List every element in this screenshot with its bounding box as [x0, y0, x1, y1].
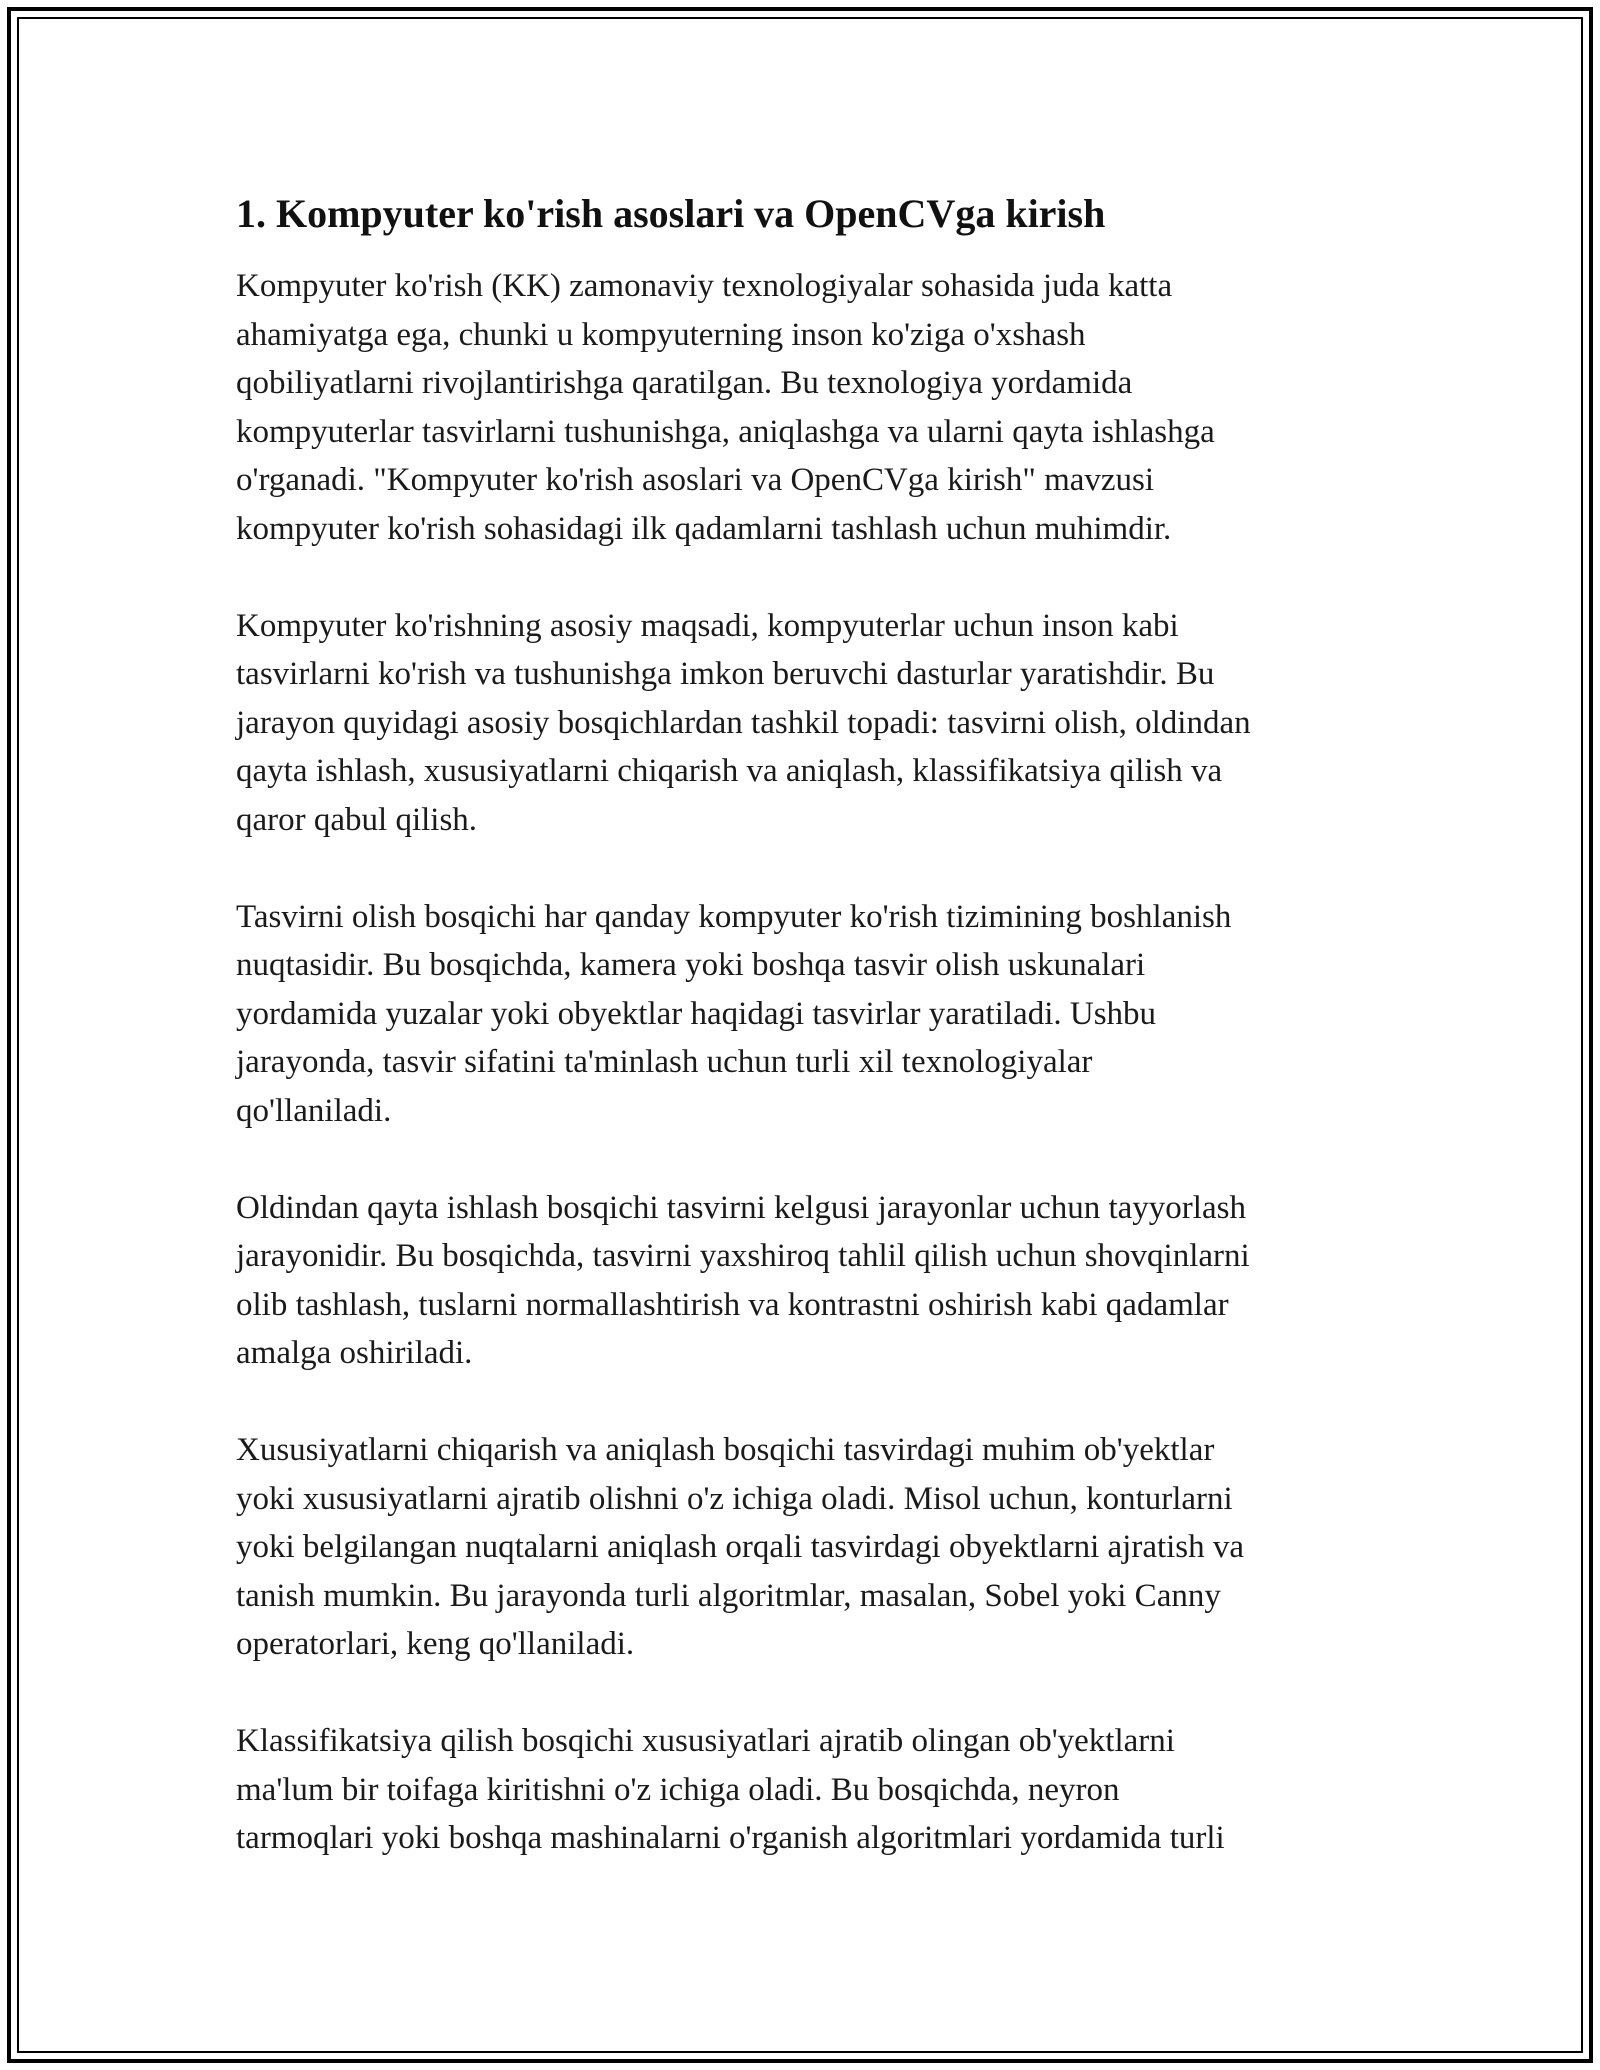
paragraph-main-goal: Kompyuter ko'rishning asosiy maqsadi, kompyuterlar uchun inson kabi tasvirlarni ko'rish va tushunishga imkon beruvchi dasturlar yaratishdir. Bu jarayon quyidagi asosiy bosqichlardan tashkil topadi: tasvirni olish, oldindan qayta ishlash, xususiyatlarni chiqarish va aniqlash, klassifikatsiya qilish va qaror qabul qilish. — [236, 607, 1251, 838]
paragraph-feature-extraction: Xususiyatlarni chiqarish va aniqlash bosqichi tasvirdagi muhim ob'yektlar yoki xususiyatlarni ajratib olishni o'z ichiga oladi. Misol uchun, konturlarni yoki belgilangan nuqtalarni aniqlash orqali tasvirdagi obyektlarni ajratish va tanish mumkin. Bu jarayonda turli algoritmlar, masalan, Sobel yoki Canny operatorlari, keng qo'llaniladi. — [236, 1432, 1245, 1662]
paragraph-image-acquisition: Tasvirni olish bosqichi har qanday kompyuter ko'rish tizimining boshlanish nuqtasidir. Bu bosqichda, kamera yoki boshqa tasvir olish uskunalari yordamida yuzalar yoki obyektlar haqidagi tasvirlar yaratiladi. Ushbu jarayonda, tasvir sifatini ta'minlash uchun turli xil texnologiyalar qo'llaniladi. — [236, 898, 1232, 1129]
body-text — [236, 262, 1366, 1863]
paragraph-intro: Kompyuter ko'rish (KK) zamonaviy texnologiyalar sohasida juda katta ahamiyatga ega, chunki u kompyuterning inson ko'ziga o'xshash qobiliyatlarni rivojlantirishga qaratilgan. Bu texnologiya yordamida kompyuterlar tasvirlarni tushunishga, aniqlashga va ularni qayta ishlashga o'rganadi. "Kompyuter ko'rish asoslari va OpenCVga kirish" mavzusi kompyuter ko'rish sohasidagi ilk qadamlarni tashlash uchun muhimdir. — [236, 268, 1215, 547]
paragraph-preprocessing: Oldindan qayta ishlash bosqichi tasvirni kelgusi jarayonlar uchun tayyorlash jarayonidir. Bu bosqichda, tasvirni yaxshiroq tahlil qilish uchun shovqinlarni olib tashlash, tuslarni normallashtirish va kontrastni oshirish kabi qadamlar amalga oshiriladi. — [236, 1189, 1250, 1371]
document-body — [236, 186, 1366, 1911]
paragraph-classification: Klassifikatsiya qilish bosqichi xususiyatlari ajratib olingan ob'yektlarni ma'lum bir toifaga kiritishni o'z ichiga oladi. Bu bosqichda, neyron tarmoqlari yoki boshqa mashinalarni o'rganish algoritmlari yordamida turli — [236, 1723, 1225, 1856]
page-title: 1. Kompyuter ko'rish asoslari va OpenCVga kirish — [236, 191, 1106, 236]
